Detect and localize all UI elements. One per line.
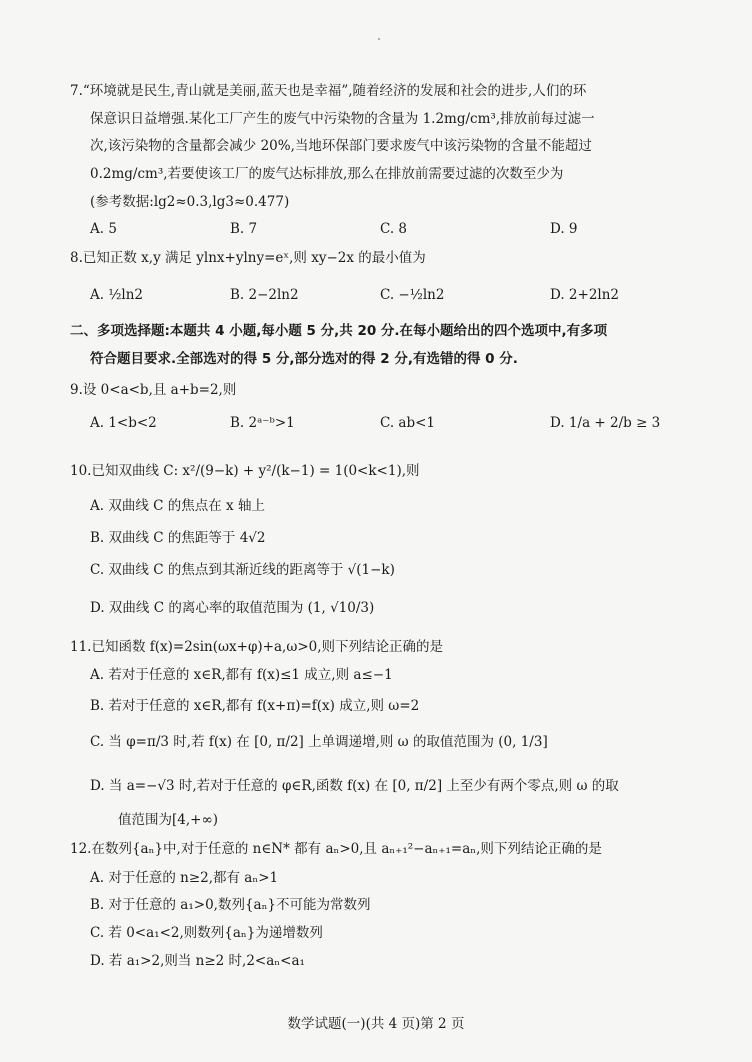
q8-option-b: B. 2−2ln2	[230, 287, 299, 303]
q10-option-a: A. 双曲线 C 的焦点在 x 轴上	[90, 498, 265, 514]
q8-option-a: A. ½ln2	[90, 287, 144, 303]
q7-line-1: 7.“环境就是民生,青山就是美丽,蓝天也是幸福”,随着经济的发展和社会的进步,人们的环	[70, 83, 587, 99]
q10-option-c: C. 双曲线 C 的焦点到其渐近线的距离等于 √(1−k)	[90, 562, 395, 578]
q8-option-c: C. −½ln2	[380, 287, 445, 303]
section-2-heading: 二、多项选择题:本题共 4 小题,每小题 5 分,共 20 分.在每小题给出的四个选项中,有多项	[70, 323, 608, 339]
q9-stem: 9.设 0<a<b,且 a+b=2,则	[70, 382, 237, 398]
q12-stem: 12.在数列{aₙ}中,对于任意的 n∈N* 都有 aₙ>0,且 aₙ₊₁²−aₙ₊₁=aₙ,则下列结论正确的是	[70, 841, 602, 857]
page-footer: 数学试题(一)(共 4 页)第 2 页	[287, 1016, 465, 1032]
q7-option-d: D. 9	[550, 221, 578, 237]
q9-options	[90, 412, 690, 438]
q7-option-a: A. 5	[90, 221, 117, 237]
q10-option-d: D. 双曲线 C 的离心率的取值范围为 (1, √10/3)	[90, 600, 375, 616]
q11-stem: 11.已知函数 f(x)=2sin(ωx+φ)+a,ω>0,则下列结论正确的是	[70, 639, 444, 655]
q9-option-c: C. ab<1	[380, 415, 436, 431]
q12-option-a: A. 对于任意的 n≥2,都有 aₙ>1	[90, 870, 279, 886]
q11-option-c: C. 当 φ=π/3 时,若 f(x) 在 [0, π/2] 上单调递增,则 ω 的取值范围为 (0, 1/3]	[90, 734, 548, 750]
q11-option-a: A. 若对于任意的 x∈R,都有 f(x)≤1 成立,则 a≤−1	[90, 667, 393, 683]
q7-line-4: 0.2mg/cm³,若要使该工厂的废气达标排放,那么在排放前需要过滤的次数至少为	[90, 166, 564, 182]
q11-option-b: B. 若对于任意的 x∈R,都有 f(x+π)=f(x) 成立,则 ω=2	[90, 698, 420, 714]
q11-option-d-line-2: 值范围为[4,+∞)	[118, 812, 218, 828]
q8-option-d: D. 2+2ln2	[550, 287, 620, 303]
q10-option-b: B. 双曲线 C 的焦距等于 4√2	[90, 530, 266, 546]
q10-stem: 10.已知双曲线 C: x²/(9−k) + y²/(k−1) = 1(0<k<1),则	[70, 463, 420, 479]
q9-option-a: A. 1<b<2	[90, 415, 157, 431]
q11-option-d-line-1: D. 当 a=−√3 时,若对于任意的 φ∈R,函数 f(x) 在 [0, π/2] 上至少有两个零点,则 ω 的取	[90, 778, 619, 794]
q9-option-d: D. 1/a + 2/b ≥ 3	[550, 415, 661, 431]
q7-line-3: 次,该污染物的含量都会减少 20%,当地环保部门要求废气中该污染物的含量不能超过	[90, 138, 592, 154]
q7-options	[90, 218, 690, 244]
q7-option-b: B. 7	[230, 221, 258, 237]
q12-option-c: C. 若 0<a₁<2,则数列{aₙ}为递增数列	[90, 925, 323, 941]
q9-option-b: B. 2ᵃ⁻ᵇ>1	[230, 415, 295, 431]
q7-line-5: (参考数据:lg2≈0.3,lg3≈0.477)	[90, 194, 290, 210]
q7-line-2: 保意识日益增强.某化工厂产生的废气中污染物的含量为 1.2mg/cm³,排放前每过滤一	[90, 111, 595, 127]
q12-option-d: D. 若 a₁>2,则当 n≥2 时,2<aₙ<a₁	[90, 953, 305, 969]
q8-stem: 8.已知正数 x,y 满足 ylnx+ylny=eˣ,则 xy−2x 的最小值为	[70, 250, 426, 266]
q8-options	[90, 284, 690, 310]
q7-option-c: C. 8	[380, 221, 408, 237]
scan-speck	[378, 38, 380, 40]
q12-option-b: B. 对于任意的 a₁>0,数列{aₙ}不可能为常数列	[90, 897, 371, 913]
section-2-heading-cont: 符合题目要求.全部选对的得 5 分,部分选对的得 2 分,有选错的得 0 分.	[90, 351, 518, 367]
